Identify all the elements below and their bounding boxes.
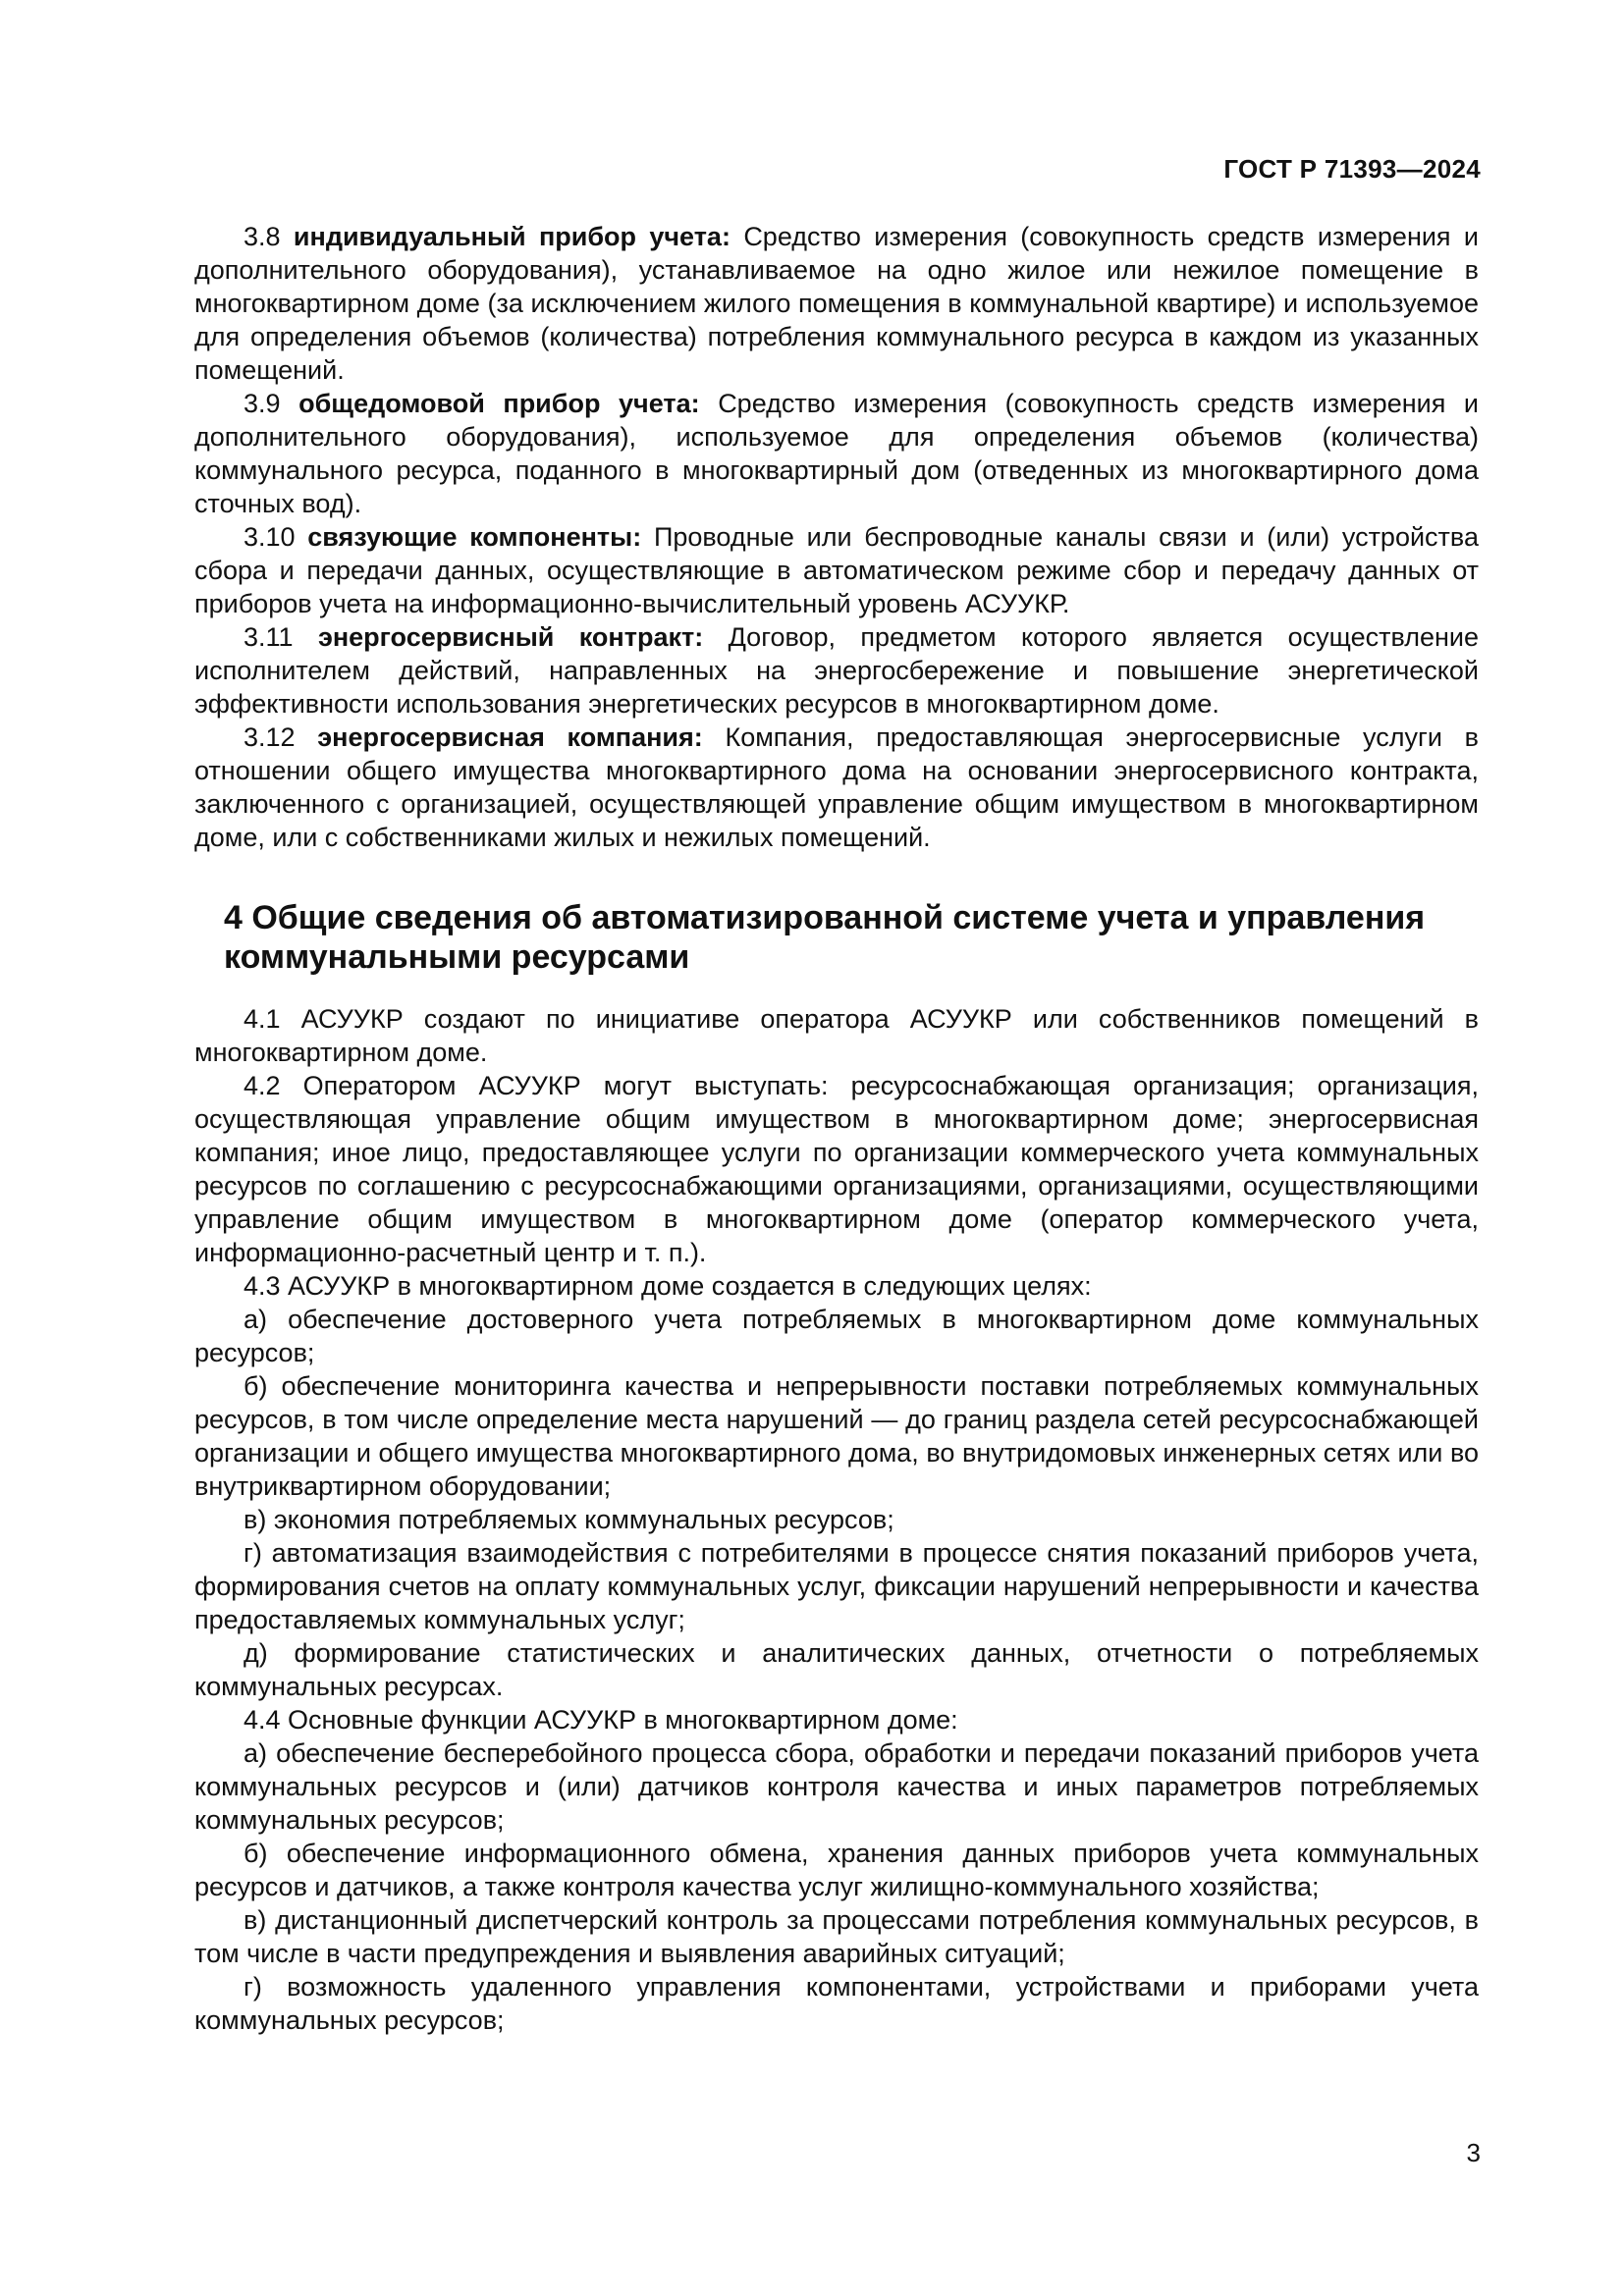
list-item: б) обеспечение мониторинга качества и непрерывности поставки потребляемых коммунальных ресурсов, в том числе определение места нарушений — до границ раздела сетей ресурсоснабжающей организации и общего имущества многоквартирного дома, во внутридомовых инженерных сетях или во внутриквартирном оборудовании; xyxy=(194,1371,1479,1501)
paragraph-4-2: 4.2 Оператором АСУУКР могут выступать: ресурсоснабжающая организация; организация, осуществляющая управление общим имуществом в многоквартирном доме; энергосервисная компания; иное лицо, предоставляющее услуги по организации коммерческого учета коммунальных ресурсов по соглашению с ресурсоснабжающими организациями, организациями, осуществляющими управление общим имуществом в многоквартирном доме (оператор коммерческого учета, информационно-расчетный центр и т. п.). xyxy=(194,1071,1479,1267)
paragraph-4-3: 4.3 АСУУКР в многоквартирном доме создается в следующих целях: xyxy=(244,1271,1092,1301)
definition-text: Договор, предметом которого является осуществление исполнителем действий, направленных на энергосбережение и повышение энергетической эффективности использования энергетических ресурсов в многоквартирном доме. xyxy=(194,622,1479,719)
definition-3-9 xyxy=(194,387,1479,520)
list-item: в) дистанционный диспетчерский контроль за процессами потребления коммунальных ресурсов, в том числе в части предупреждения и выявления аварийных ситуаций; xyxy=(194,1905,1479,1968)
list-item: г) автоматизация взаимодействия с потребителями в процессе снятия показаний приборов учета, формирования счетов на оплату коммунальных услуг, фиксации нарушений непрерывности и качества предоставляемых коммунальных услуг; xyxy=(194,1538,1479,1634)
definition-number: 3.8 xyxy=(244,222,281,251)
definition-term: энергосервисный контракт: xyxy=(317,622,704,652)
definition-term: связующие компоненты: xyxy=(307,522,642,552)
definition-number: 3.11 xyxy=(244,622,294,652)
list-item: б) обеспечение информационного обмена, хранения данных приборов учета коммунальных ресурсов и датчиков, а также контроля качества услуг жилищно-коммунального хозяйства; xyxy=(194,1839,1479,1901)
definition-text: Проводные или беспроводные каналы связи и (или) устройства сбора и передачи данных, осуществляющие в автоматическом режиме сбор и передачу данных от приборов учета на информационно-вычислительный уровень АСУУКР. xyxy=(194,522,1479,618)
definition-text: Компания, предоставляющая энергосервисные услуги в отношении общего имущества многоквартирного дома на основании энергосервисного контракта, заключенного с организацией, осуществляющей управление общим имуществом в многоквартирном доме, или с собственниками жилых и нежилых помещений. xyxy=(194,722,1479,852)
definition-3-11 xyxy=(194,620,1479,721)
definition-term: индивидуальный прибор учета: xyxy=(293,222,731,251)
definition-term: общедомовой прибор учета: xyxy=(298,389,700,418)
definition-term: энергосервисная компания: xyxy=(317,722,703,752)
definition-3-10 xyxy=(194,520,1479,620)
list-item: а) обеспечение бесперебойного процесса сбора, обработки и передачи показаний приборов учета коммунальных ресурсов и (или) датчиков контроля качества и иных параметров потребляемых коммунальных ресурсов; xyxy=(194,1738,1479,1835)
list-item: в) экономия потребляемых коммунальных ресурсов; xyxy=(244,1505,894,1534)
paragraph-4-4: 4.4 Основные функции АСУУКР в многоквартирном доме: xyxy=(244,1705,958,1735)
section-heading: 4 Общие сведения об автоматизированной системе учета и управления коммунальными ресурсами xyxy=(224,899,1426,976)
page-number: 3 xyxy=(1466,2138,1481,2167)
definition-3-12 xyxy=(194,721,1479,854)
page-body xyxy=(194,220,1479,2037)
paragraph-4-1: 4.1 АСУУКР создают по инициативе оператора АСУУКР или собственников помещений в многоквартирном доме. xyxy=(194,1004,1479,1067)
definition-number: 3.9 xyxy=(244,389,281,418)
definition-text: Средство измерения (совокупность средств измерения и дополнительного оборудования), устанавливаемое на одно жилое или нежилое помещение в многоквартирном доме (за исключением жилого помещения в коммунальной квартире) и используемое для определения объемов (количества) потребления коммунального ресурса в каждом из указанных помещений. xyxy=(194,222,1479,385)
list-item: а) обеспечение достоверного учета потребляемых в многоквартирном доме коммунальных ресурсов; xyxy=(194,1305,1479,1367)
list-item: д) формирование статистических и аналитических данных, отчетности о потребляемых коммунальных ресурсах. xyxy=(194,1638,1479,1701)
definition-number: 3.10 xyxy=(244,522,296,552)
list-item: г) возможность удаленного управления компонентами, устройствами и приборами учета коммунальных ресурсов; xyxy=(194,1972,1479,2035)
definition-number: 3.12 xyxy=(244,722,296,752)
standard-code: ГОСТ Р 71393—2024 xyxy=(1223,154,1481,184)
definition-text: Средство измерения (совокупность средств измерения и дополнительного оборудования), используемое для определения объемов (количества) коммунального ресурса, поданного в многоквартирный дом (отведенных из многоквартирного дома сточных вод). xyxy=(194,389,1479,518)
definition-3-8 xyxy=(194,220,1479,387)
